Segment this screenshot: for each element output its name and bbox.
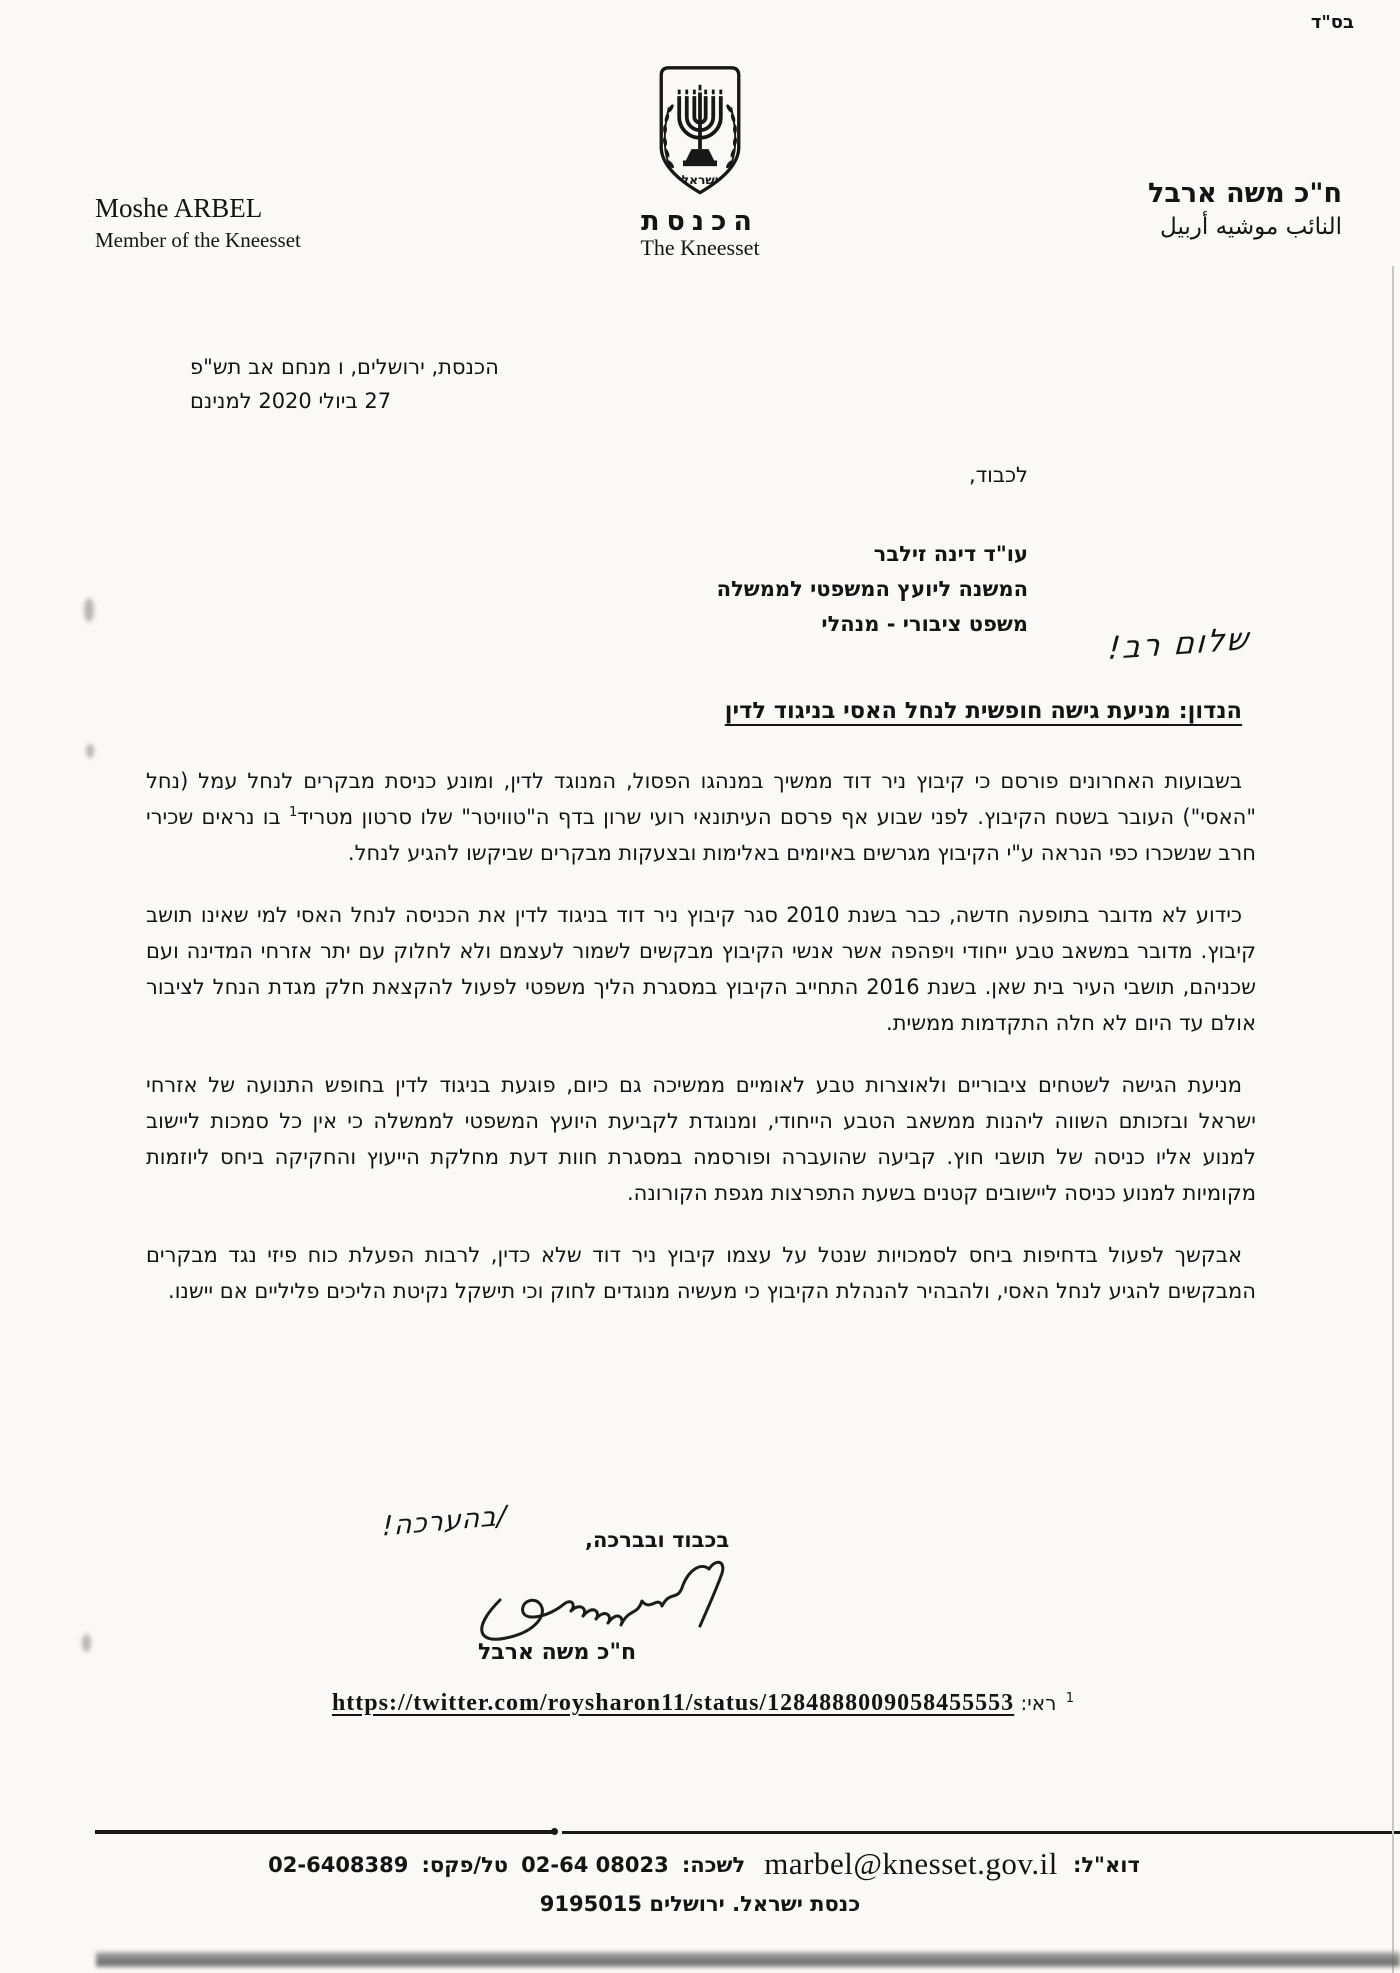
sender-block-he-ar bbox=[1148, 176, 1342, 243]
dateline-gregorian: 27 ביולי 2020 למנינם bbox=[190, 389, 392, 413]
body-paragraph-2: כידוע לא מדובר בתופעה חדשה, כבר בשנת 2010 סגר קיבוץ ניר דוד בניגוד לדין את הכניסה לנחל האסי למי שאינו תושב קיבוץ. מדובר במשאב טבע ייחודי ויפהפה אשר אנשי הקיבוץ מבקשים לשמור לעצמם ולא לחלוק עם יתר אזרחי המדינה ועם שכניהם, תושבי העיר בית שאן. בשנת 2016 התחייב הקיבוץ במסגרת הליך משפטי לפעול להקצאת חלק מגדת הנחל לציבור אולם עד היום לא חלה התקדמות ממשית. bbox=[146, 903, 1256, 1035]
scan-edge-artifact bbox=[1392, 266, 1394, 1973]
menorah-base bbox=[683, 149, 717, 166]
footer-divider-left bbox=[95, 1830, 552, 1834]
footnote-label: ראי: bbox=[1020, 1691, 1057, 1715]
letter-body bbox=[146, 763, 1256, 1335]
scan-speck-artifact bbox=[84, 598, 94, 622]
sender-block-en bbox=[95, 190, 301, 255]
dateline-block bbox=[190, 350, 499, 418]
telfax-label: טל/פקס: bbox=[421, 1853, 509, 1877]
paragraph-1-continuation: בו נראים שכירי חרב שנשכרו כפי הנראה ע"י הקיבוץ מגרשים באיומים באלימות ובצעקות מבקרים שביקשו להגיע לנחל. bbox=[146, 805, 1256, 865]
menorah-icon bbox=[679, 92, 721, 149]
footnote-line bbox=[0, 1690, 1400, 1717]
body-paragraph-3: מניעת הגישה לשטחים ציבוריים ולאוצרות טבע לאומיים ממשיכה גם כיום, פוגעת בניגוד לדין בחופש התנועה של אזרחי ישראל ובזכותם השווה ליהנות ממשאב הטבע הייחודי, ומנוגדת לקביעת היועץ המשפטי לממשלה כי אין כל סמכות ליישוב למנוע אליו כניסה של תושבי חוץ. קביעה שהועברה ופורסמה במסגרת חוות דעת מחלקת הייעוץ והחקיקה ביחס ליוזמות מקומיות למנוע כניסה ליישובים קטנים בשעת התפרצות מגפת הקורונה. bbox=[146, 1073, 1256, 1205]
bsd-annotation: בס"ד bbox=[1310, 12, 1354, 33]
emblem-org-name-en: The Kneesset bbox=[640, 235, 760, 260]
signature-scribble bbox=[462, 1548, 762, 1648]
scan-bottom-shadow-artifact bbox=[96, 1952, 1400, 1967]
office-phone: 02-64 08023 bbox=[521, 1853, 669, 1877]
footer-divider-right bbox=[562, 1831, 1400, 1834]
footnote-reference: 1 bbox=[289, 805, 298, 820]
footnote-url: https://twitter.com/roysharon11/status/1284888009058455553 bbox=[331, 1690, 1015, 1716]
addressee-name: עו"ד דינה זילבר bbox=[873, 542, 1028, 566]
office-label: לשכה: bbox=[681, 1853, 746, 1877]
scan-speck-artifact bbox=[86, 744, 94, 758]
footnote-marker: 1 bbox=[1065, 1691, 1075, 1707]
handwritten-greeting: שלום רב! bbox=[1106, 620, 1252, 668]
addressee-block bbox=[717, 458, 1028, 642]
subject-line bbox=[725, 698, 1242, 724]
closing-handwritten: /בהערכה! bbox=[381, 1500, 508, 1543]
closing-typed: בכבוד ובברכה, bbox=[585, 1528, 730, 1552]
sender-title-en: Member of the Kneesset bbox=[95, 228, 301, 253]
sender-name-ar: النائب موشيه أربيل bbox=[1160, 214, 1342, 241]
addressee-title-2: משפט ציבורי - מנהלי bbox=[821, 612, 1028, 636]
emblem-israel-label: ישראל bbox=[681, 173, 719, 188]
signer-name: ח"כ משה ארבל bbox=[478, 1640, 637, 1665]
knesset-emblem-icon bbox=[648, 64, 752, 204]
email-label: דוא"ל: bbox=[1072, 1853, 1140, 1877]
paragraph-1-text: בשבועות האחרונים פורסם כי קיבוץ ניר דוד ממשיך במנהגו הפסול, המנוגד לדין, ומונע כניסת מבקרים לנחל עמל (נחל "האסי") העובר בשטח הקיבוץ. לפני שבוע אף פרסם העיתונאי רועי שרון בדף ה"טוויטר" שלו סרטון מטריד bbox=[146, 769, 1256, 829]
emblem-org-name-he: הכנסת bbox=[641, 206, 759, 237]
telfax-number: 02-6408389 bbox=[268, 1853, 409, 1877]
subject-text: מניעת גישה חופשית לנחל האסי בניגוד לדין bbox=[724, 698, 1171, 724]
sender-name-he: ח"כ משה ארבל bbox=[1148, 178, 1342, 209]
body-paragraph-1 bbox=[146, 763, 1256, 871]
addressee-title-1: המשנה ליועץ המשפטי לממשלה bbox=[716, 577, 1028, 601]
subject-label: הנדון: bbox=[1178, 698, 1242, 724]
scan-speck-artifact bbox=[82, 1634, 91, 1652]
dateline-hebrew: הכנסת, ירושלים, ו מנחם אב תש"פ bbox=[190, 355, 499, 379]
footer-address: כנסת ישראל. ירושלים 9195015 bbox=[539, 1892, 861, 1916]
body-paragraph-4: אבקשך לפעול בדחיפות ביחס לסמכויות שנטל על עצמו קיבוץ ניר דוד שלא כדין, לרבות הפעלת כוח פיזי נגד מבקרים המבקשים להגיע לנחל האסי, ולהבהיר להנהלת הקיבוץ כי מעשיה מנוגדים לחוק וכי תישקל נקיטת הליכים פליליים אם יישנו. bbox=[146, 1243, 1256, 1303]
sender-name-en: Moshe ARBEL bbox=[95, 193, 263, 223]
footer-contact-line bbox=[0, 1846, 1400, 1882]
salutation: לכבוד, bbox=[968, 463, 1028, 487]
email-address: marbel@knesset.gov.il bbox=[764, 1846, 1058, 1881]
footer-divider-dot bbox=[551, 1828, 558, 1835]
